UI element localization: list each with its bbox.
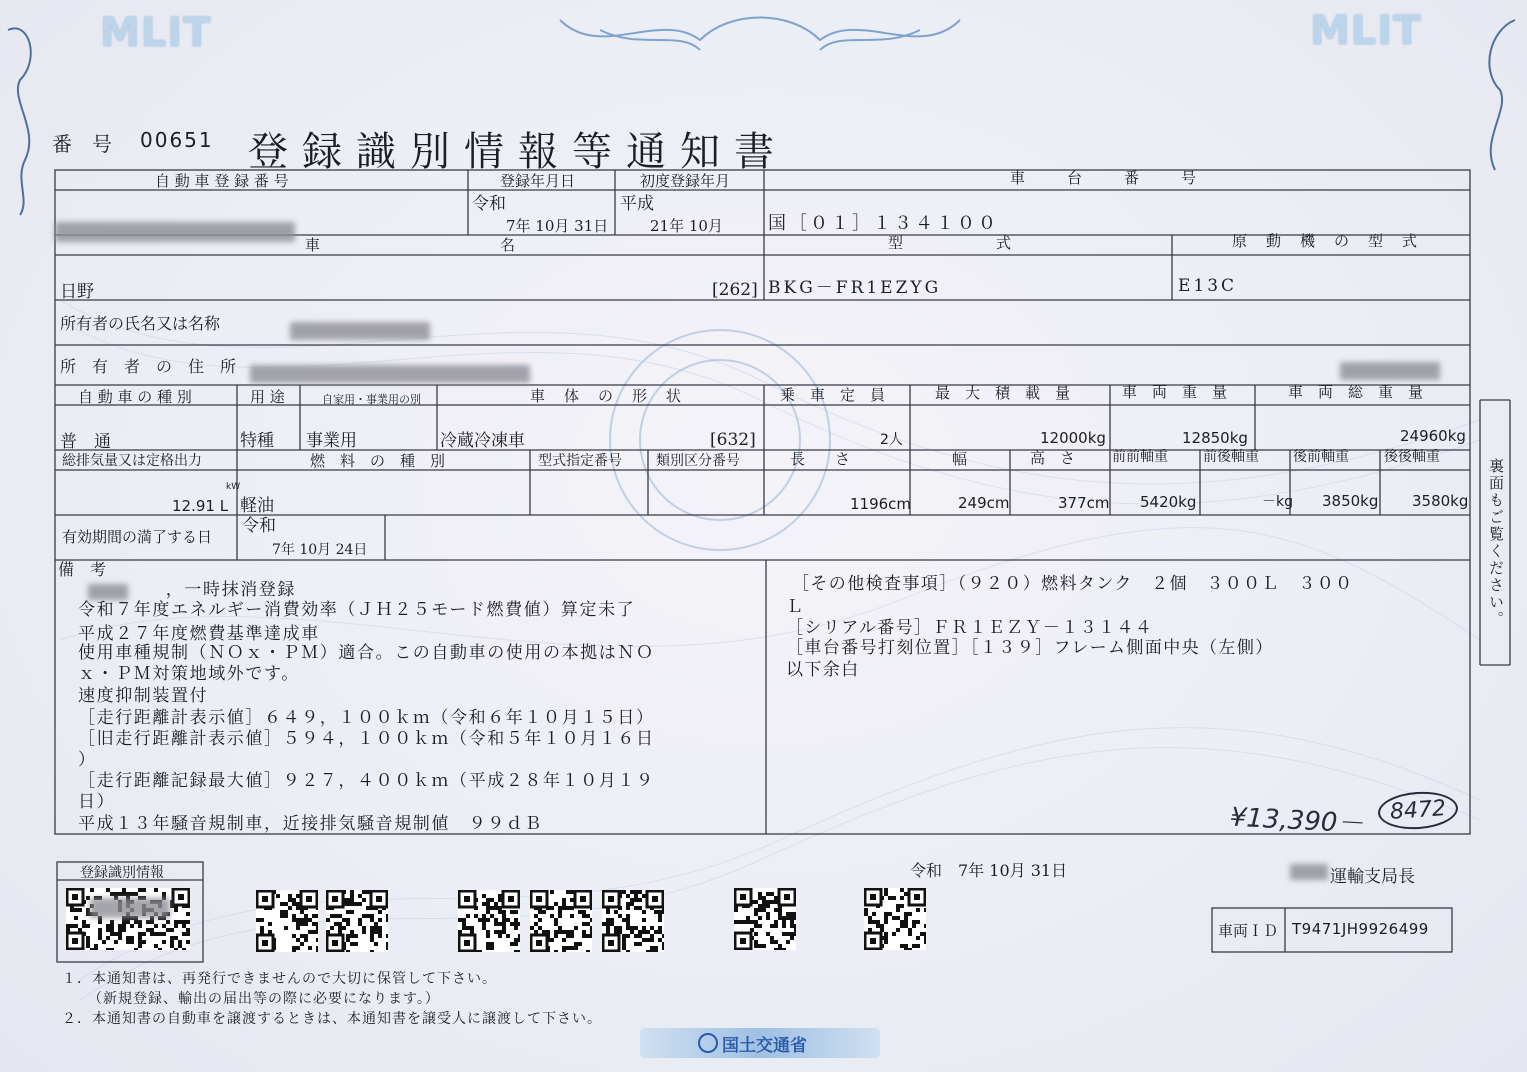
first-reg-label: 初度登録年月 (640, 172, 731, 190)
remarks-label: 備 考 (58, 560, 107, 579)
redacted-plate (55, 222, 295, 242)
first-reg-value: 21年 10月 (650, 217, 723, 235)
vehicle-weight-label: 車 両 重 量 (1122, 383, 1228, 401)
owner-name-label: 所有者の氏名又は名称 (60, 314, 221, 333)
model-value: BKG－FR1EZYG (768, 278, 942, 298)
height-label: 高 さ (1030, 449, 1076, 467)
engine-model-label: 原 動 機 の 型 式 (1232, 232, 1420, 250)
qr-code-5 (602, 890, 664, 952)
ff-axle-label: 前前軸重 (1112, 449, 1168, 465)
remark-right-line: ［その他検査事項］（９２０）燃料タンク ２個 ３００Ｌ ３００ (792, 574, 1354, 594)
redacted-owner-name (290, 322, 430, 340)
remark-right-line: ［シリアル番号］ＦＲ１ＥＺＹ－１３１４４ (786, 618, 1154, 638)
fuel-value: 軽油 (240, 496, 274, 516)
reg-date-label: 登録年月日 (500, 172, 576, 190)
usage-value: 特種 (240, 431, 274, 451)
car-name-label-2: 名 (500, 236, 516, 254)
displacement-value: 12.91 L (172, 497, 229, 515)
remark-left-line: ） (78, 750, 97, 770)
ministry-name: 国土交通省 (722, 1036, 807, 1056)
redacted-issuer-office (1290, 864, 1328, 880)
width-value: 249cm (958, 494, 1010, 512)
issue-date: 令和 7年 10月 31日 (910, 861, 1068, 880)
usage-label: 用 途 (250, 388, 285, 406)
vehicle-type-label: 自 動 車 の 種 別 (78, 388, 192, 406)
rr-axle-label: 後後軸重 (1384, 449, 1440, 465)
type-designation-label: 型式指定番号 (538, 453, 622, 469)
remark-left-line: 平成１３年騒音規制車，近接排気騒音規制値 ９９ｄＢ (78, 814, 543, 834)
qr-code-3 (458, 890, 520, 952)
width-label: 幅 (952, 450, 968, 468)
owner-address-label: 所 有 者 の 住 所 (60, 357, 237, 376)
footer-note-2: （新規登録、輸出の届出等の際に必要になります。） (80, 991, 440, 1007)
redacted-reg-info (90, 898, 170, 918)
issuer: 運輸支局長 (1330, 867, 1415, 887)
rf-axle-label: 後前軸重 (1293, 449, 1349, 465)
expiry-era: 令和 (242, 516, 276, 536)
body-shape-value: 冷蔵冷凍車 (440, 431, 525, 451)
qr-code-6 (734, 888, 796, 950)
reg-era: 令和 (472, 194, 506, 214)
footer-note-1: １．本通知書は、再発行できませんので大切に保管して下さい。 (62, 971, 497, 987)
expiry-label: 有効期間の満了する日 (62, 528, 213, 546)
reg-number-label: 自 動 車 登 録 番 号 (155, 172, 289, 190)
rr-axle-value: 3580kg (1412, 492, 1469, 510)
reg-date-value: 7年 10月 31日 (506, 217, 609, 235)
vehicle-weight-value: 12850kg (1182, 429, 1248, 447)
displacement-unit: kW (226, 482, 241, 492)
capacity-value: 2人 (880, 432, 903, 448)
chassis-no-label: 車 台 番 号 (1010, 169, 1201, 187)
remark-left-line: ，一時抹消登録 (110, 580, 296, 600)
private-business-value: 事業用 (306, 431, 357, 451)
remark-left-line: 日） (78, 792, 116, 812)
remark-left-line: ［旧走行距離計表示値］５９４，１００ｋｍ（令和５年１０月１６日 (78, 729, 655, 749)
max-load-value: 12000kg (1040, 429, 1106, 447)
length-value: 1196cm (850, 495, 912, 513)
first-reg-era: 平成 (620, 194, 654, 214)
remark-left-line: 速度抑制装置付 (78, 686, 209, 706)
remark-right-line: Ｌ (786, 597, 805, 617)
displacement-label: 総排気量又は定格出力 (62, 453, 202, 469)
qr-code-4 (530, 890, 592, 952)
remark-left-line: ［走行距離計表示値］６４９，１００ｋｍ（令和６年１０月１５日） (78, 708, 655, 728)
fr-axle-value: －kg (1262, 494, 1293, 510)
fuel-label: 燃 料 の 種 別 (310, 452, 446, 470)
chassis-value: 国［０１］１３４１００ (768, 213, 999, 234)
redacted-owner-address (250, 365, 530, 383)
qr-code-2 (326, 890, 388, 952)
body-shape-label: 車 体 の 形 状 (530, 387, 684, 405)
height-value: 377cm (1058, 494, 1110, 512)
vehicle-type-value: 普 通 (60, 432, 111, 452)
vehicle-id-value: T9471JH9926499 (1292, 920, 1429, 938)
length-label: 長 さ (790, 450, 851, 468)
max-load-label: 最 大 積 載 量 (935, 384, 1071, 402)
capacity-label: 乗 車 定 員 (780, 386, 886, 404)
remark-left-line: 平成２７年度燃費基準達成車 (78, 624, 320, 644)
fr-axle-label: 前後軸重 (1203, 449, 1259, 465)
number-label: 番 号 (52, 132, 112, 156)
remark-right-line: 以下余白 (786, 660, 860, 680)
model-label: 型 式 (888, 234, 1015, 252)
reverse-note: 裏面もご覧ください。 (1487, 458, 1505, 628)
remark-left-line: 使用車種規制（ＮＯｘ・ＰＭ）適合。この自動車の使用の本拠はＮＯ (78, 643, 655, 663)
qr-code-7 (864, 888, 926, 950)
redacted-owner-address-right (1340, 362, 1440, 380)
model-code: [262] (712, 280, 758, 300)
vehicle-id-label: 車両ＩＤ (1218, 922, 1279, 940)
page-title: 登録識別情報等通知書 (248, 129, 788, 175)
ministry-logo-icon (698, 1033, 718, 1053)
expiry-value: 7年 10月 24日 (272, 542, 368, 558)
make-value: 日野 (60, 282, 94, 302)
remark-right-line: ［車台番号打刻位置］［１３９］フレーム側面中央（左側） (786, 638, 1274, 658)
engine-value: E13C (1178, 276, 1238, 296)
mlit-logo-right: MLIT (1310, 8, 1422, 54)
body-code: [632] (710, 430, 756, 450)
remark-left-line: 令和７年度エネルギー消費効率（ＪＨ２５モード燃費値）算定未了 (78, 600, 636, 620)
footer-note-3: ２．本通知書の自動車を譲渡するときは、本通知書を譲受人に譲渡して下さい。 (62, 1011, 602, 1027)
qr-code-1 (256, 890, 318, 952)
gross-weight-label: 車 両 総 重 量 (1288, 383, 1424, 401)
private-business-label: 自家用・事業用の別 (322, 393, 421, 406)
handwritten-code: 8472 (1377, 789, 1459, 831)
category-no-label: 類別区分番号 (656, 453, 740, 469)
ff-axle-value: 5420kg (1140, 493, 1197, 511)
gross-weight-value: 24960kg (1400, 427, 1466, 445)
car-name-label: 車 (305, 236, 321, 254)
rf-axle-value: 3850kg (1322, 492, 1379, 510)
reg-info-label: 登録識別情報 (80, 865, 164, 881)
remark-left-line: ［走行距離記録最大値］９２７，４００ｋｍ（平成２８年１０月１９ (78, 771, 655, 791)
handwritten-price: ¥13,390－ (1229, 802, 1365, 840)
remark-left-line: ｘ・ＰＭ対策地域外です。 (78, 664, 300, 684)
mlit-logo-left: MLIT (100, 10, 212, 56)
certificate-number: 00651 (140, 128, 214, 152)
